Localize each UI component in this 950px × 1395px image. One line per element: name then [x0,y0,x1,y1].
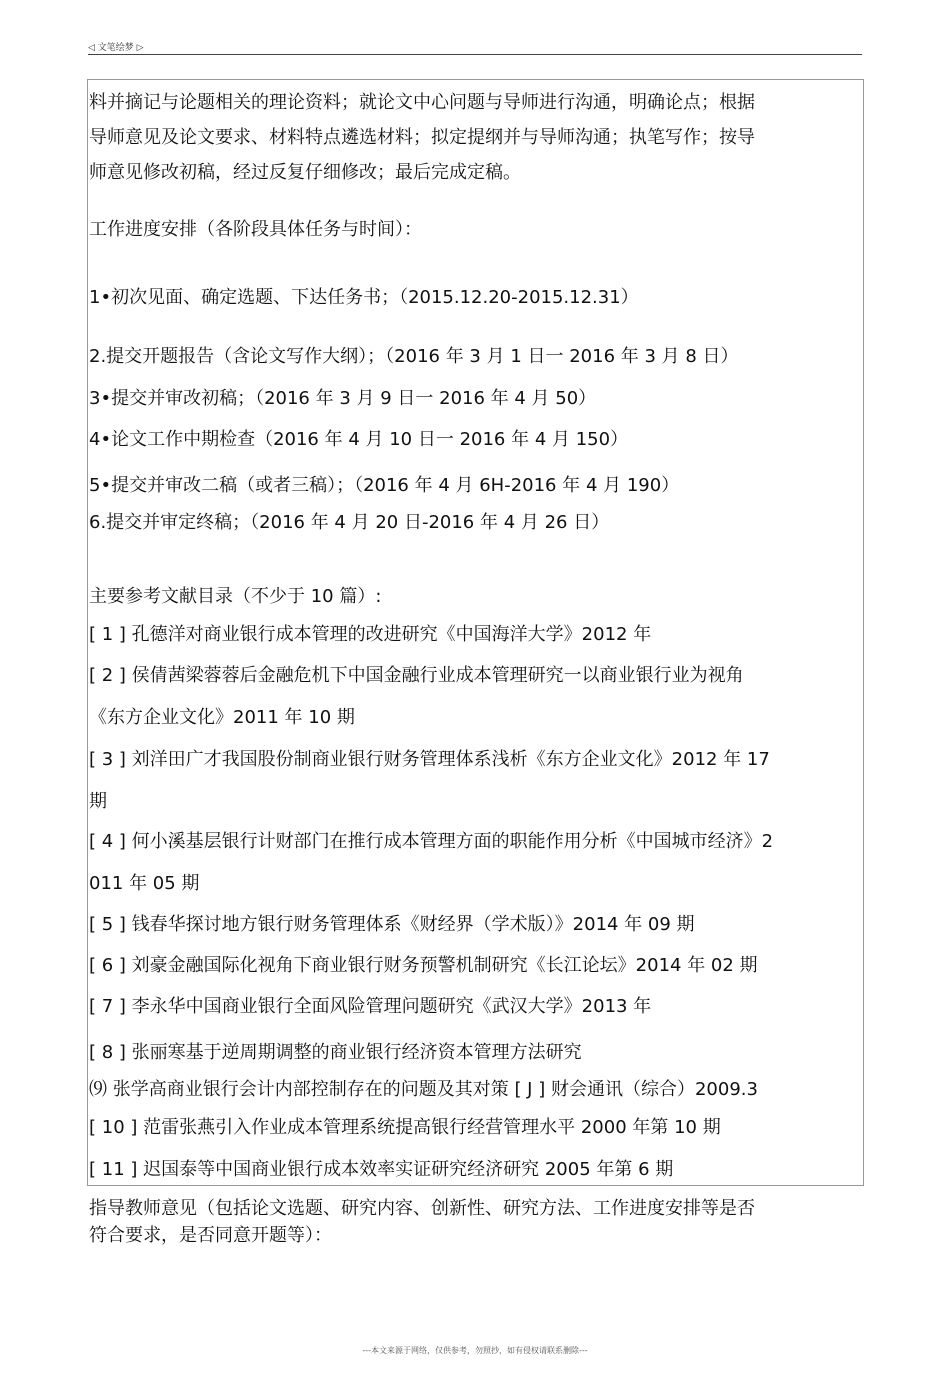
reference-item: 期 [89,791,107,812]
paragraph-line: 师意见修改初稿，经过反复仔细修改；最后完成定稿。 [89,162,521,183]
header-divider [88,54,862,55]
schedule-item: 1•初次见面、确定选题、下达任务书；（2015.12.20-2015.12.31） [89,287,639,308]
schedule-item: 4•论文工作中期检查（2016 年 4 月 10 日一 2016 年 4 月 150） [89,429,629,450]
references-heading: 主要参考文献目录（不少于 10 篇）: [89,586,382,607]
reference-item: [ 10 ] 范雷张燕引入作业成本管理系统提高银行经营管理水平 2000 年第 10 期 [89,1117,721,1138]
header-title: ◁ 文笔绘梦 ▷ [88,43,144,53]
reference-item: 011 年 05 期 [89,873,200,894]
reference-item: [ 5 ] 钱春华探讨地方银行财务管理体系《财经界（学术版）》2014 年 09 期 [89,914,695,935]
schedule-item: 3•提交并审改初稿；（2016 年 3 月 9 日一 2016 年 4 月 50） [89,388,597,409]
reference-item: [ 1 ] 孔德洋对商业银行成本管理的改进研究《中国海洋大学》2012 年 [89,624,652,645]
reference-item: 《东方企业文化》2011 年 10 期 [89,707,355,728]
reference-item: [ 3 ] 刘洋田广才我国股份制商业银行财务管理体系浅析《东方企业文化》2012 年 17 [89,749,770,770]
schedule-item: 5•提交并审改二稿（或者三稿）；（2016 年 4 月 6H-2016 年 4 月 190） [89,475,680,496]
schedule-item: 2.提交开题报告（含论文写作大纲）；（2016 年 3 月 1 日一 2016 年 3 月 8 日） [89,346,739,367]
reference-item: [ 11 ] 迟国泰等中国商业银行成本效率实证研究经济研究 2005 年第 6 期 [89,1159,674,1180]
reference-item: [ 2 ] 侯倩茜梁蓉蓉后金融危机下中国金融行业成本管理研究一以商业银行业为视角 [89,665,744,686]
paragraph-line: 料并摘记与论题相关的理论资料；就论文中心问题与导师进行沟通，明确论点；根据 [89,92,755,113]
paragraph-line: 导师意见及论文要求、材料特点遴选材料；拟定提纲并与导师沟通；执笔写作；按导 [89,127,755,148]
reference-item: [ 8 ] 张丽寒基于逆周期调整的商业银行经济资本管理方法研究 [89,1042,582,1063]
footer-disclaimer: ---本文来源于网络，仅供参考，勿照抄，如有侵权请联系删除--- [362,1346,588,1355]
advisor-opinion-label: 符合要求，是否同意开题等）： [89,1225,332,1246]
reference-item: ⑼ 张学高商业银行会计内部控制存在的问题及其对策 [ J ] 财会通讯（综合）2009.3 [89,1079,758,1100]
reference-item: [ 4 ] 何小溪基层银行计财部门在推行成本管理方面的职能作用分析《中国城市经济》2 [89,831,774,852]
schedule-heading: 工作进度安排（各阶段具体任务与时间）： [89,219,422,240]
reference-item: [ 7 ] 李永华中国商业银行全面风险管理问题研究《武汉大学》2013 年 [89,996,652,1017]
advisor-opinion-label: 指导教师意见（包括论文选题、研究内容、创新性、研究方法、工作进度安排等是否 [89,1198,755,1219]
reference-item: [ 6 ] 刘豪金融国际化视角下商业银行财务预警机制研究《长江论坛》2014 年 02 期 [89,955,758,976]
schedule-item: 6.提交并审定终稿；（2016 年 4 月 20 日-2016 年 4 月 26 日） [89,512,610,533]
